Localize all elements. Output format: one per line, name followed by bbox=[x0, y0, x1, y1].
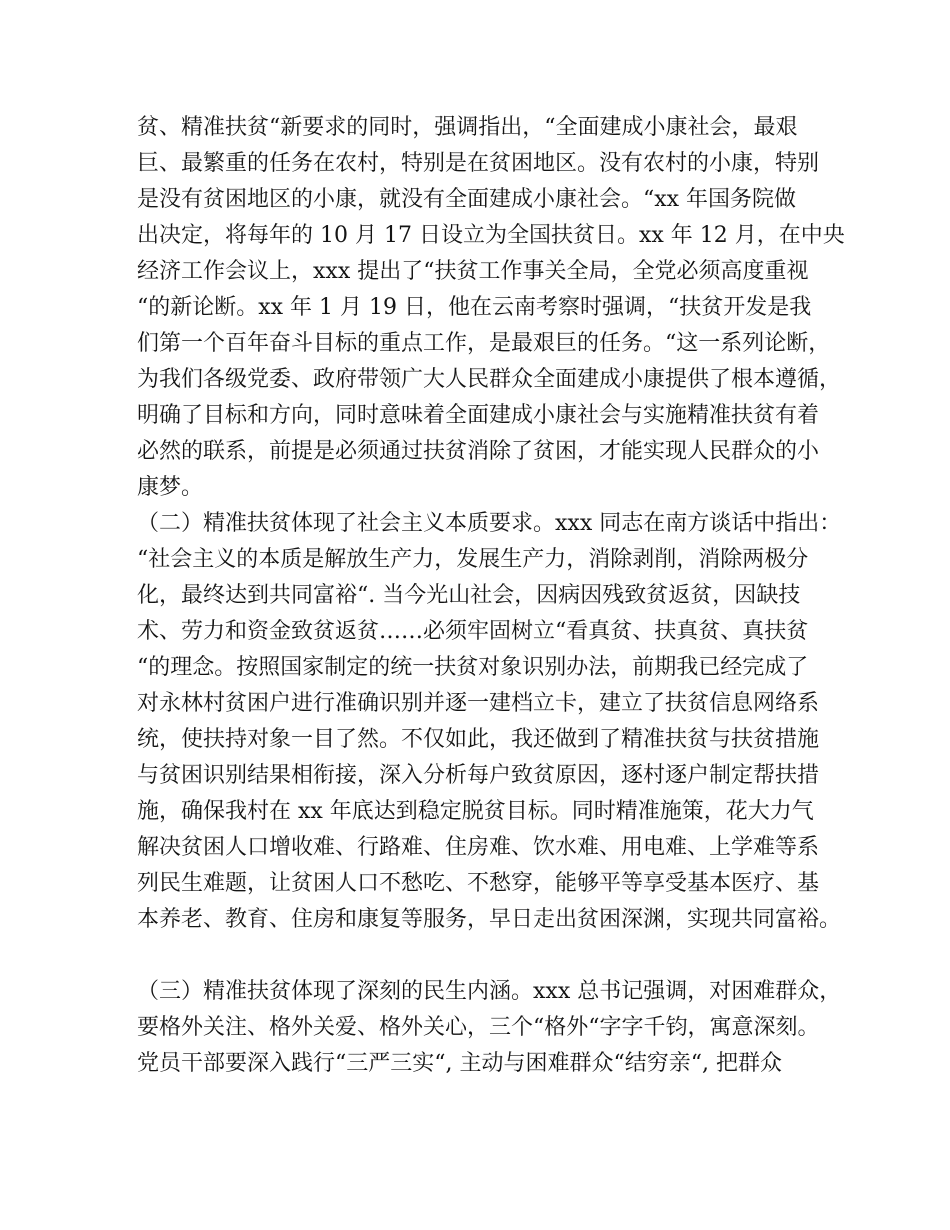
text-line: 党员干部要深入践行“三严三实“, 主动与困难群众“结穷亲“, 把群众 bbox=[137, 1051, 782, 1076]
text-line: 本养老、教育、住房和康复等服务，早日走出贫困深渊，实现共同富裕。 bbox=[137, 907, 842, 932]
paragraph-1 bbox=[137, 110, 845, 506]
text-line: 对永林村贫困户进行准确识别并逐一建档立卡，建立了扶贫信息网络系 bbox=[137, 691, 820, 716]
text-line: 术、劳力和资金致贫返贫……必须牢固树立“看真贫、扶真贫、真扶贫 bbox=[137, 619, 809, 644]
text-line: 出决定，将每年的 10 月 17 日设立为全国扶贫日。xx 年 12 月，在中央 bbox=[137, 223, 845, 248]
text-line: 巨、最繁重的任务在农村，特别是在贫困地区。没有农村的小康，特别 bbox=[137, 151, 820, 176]
text-line: “的理念。按照国家制定的统一扶贫对象识别办法，前期我已经完成了 bbox=[137, 655, 809, 680]
text-line: 们第一个百年奋斗目标的重点工作，是最艰巨的任务。“这一系列论断， bbox=[137, 331, 831, 356]
text-line: “社会主义的本质是解放生产力，发展生产力，消除剥削，消除两极分 bbox=[137, 547, 809, 572]
text-line: 列民生难题，让贫困人口不愁吃、不愁穿，能够平等享受基本医疗、基 bbox=[137, 871, 820, 896]
text-line: （二）精准扶贫体现了社会主义本质要求。xxx 同志在南方谈话中指出： bbox=[137, 511, 842, 536]
text-line: 经济工作会议上，xxx 提出了“扶贫工作事关全局，全党必须高度重视 bbox=[137, 259, 809, 284]
text-line: 要格外关注、格外关爱、格外关心，三个“格外“字字千钧，寓意深刻。 bbox=[137, 1015, 820, 1040]
text-line: 施，确保我村在 xx 年底达到稳定脱贫目标。同时精准施策，花大力气 bbox=[137, 799, 814, 824]
text-line: 为我们各级党委、政府带领广大人民群众全面建成小康提供了根本遵循， bbox=[137, 367, 842, 392]
text-line: 解决贫困人口增收难、行路难、住房难、饮水难、用电难、上学难等系 bbox=[137, 835, 820, 860]
text-line: 统，使扶持对象一目了然。不仅如此，我还做到了精准扶贫与扶贫措施 bbox=[137, 727, 820, 752]
text-line: “的新论断。xx 年 1 月 19 日，他在云南考察时强调，“扶贫开发是我 bbox=[137, 295, 812, 320]
paragraph-2 bbox=[137, 506, 842, 938]
text-line: 是没有贫困地区的小康，就没有全面建成小康社会。“xx 年国务院做 bbox=[137, 187, 797, 212]
text-line: （三）精准扶贫体现了深刻的民生内涵。xxx 总书记强调，对困难群众， bbox=[137, 979, 842, 1004]
text-line: 必然的联系，前提是必须通过扶贫消除了贫困，才能实现人民群众的小 bbox=[137, 439, 820, 464]
text-line: 化，最终达到共同富裕“. 当今光山社会，因病因残致贫返贫，因缺技 bbox=[137, 583, 801, 608]
text-line: 明确了目标和方向，同时意味着全面建成小康社会与实施精准扶贫有着 bbox=[137, 403, 820, 428]
paragraph-3 bbox=[137, 974, 842, 1082]
text-line: 康梦。 bbox=[137, 475, 204, 500]
text-line: 与贫困识别结果相衔接，深入分析每户致贫原因，逐村逐户制定帮扶措 bbox=[137, 763, 820, 788]
text-line: 贫、精准扶贫“新要求的同时，强调指出，“全面建成小康社会，最艰 bbox=[137, 115, 798, 140]
document-body bbox=[137, 110, 845, 1082]
